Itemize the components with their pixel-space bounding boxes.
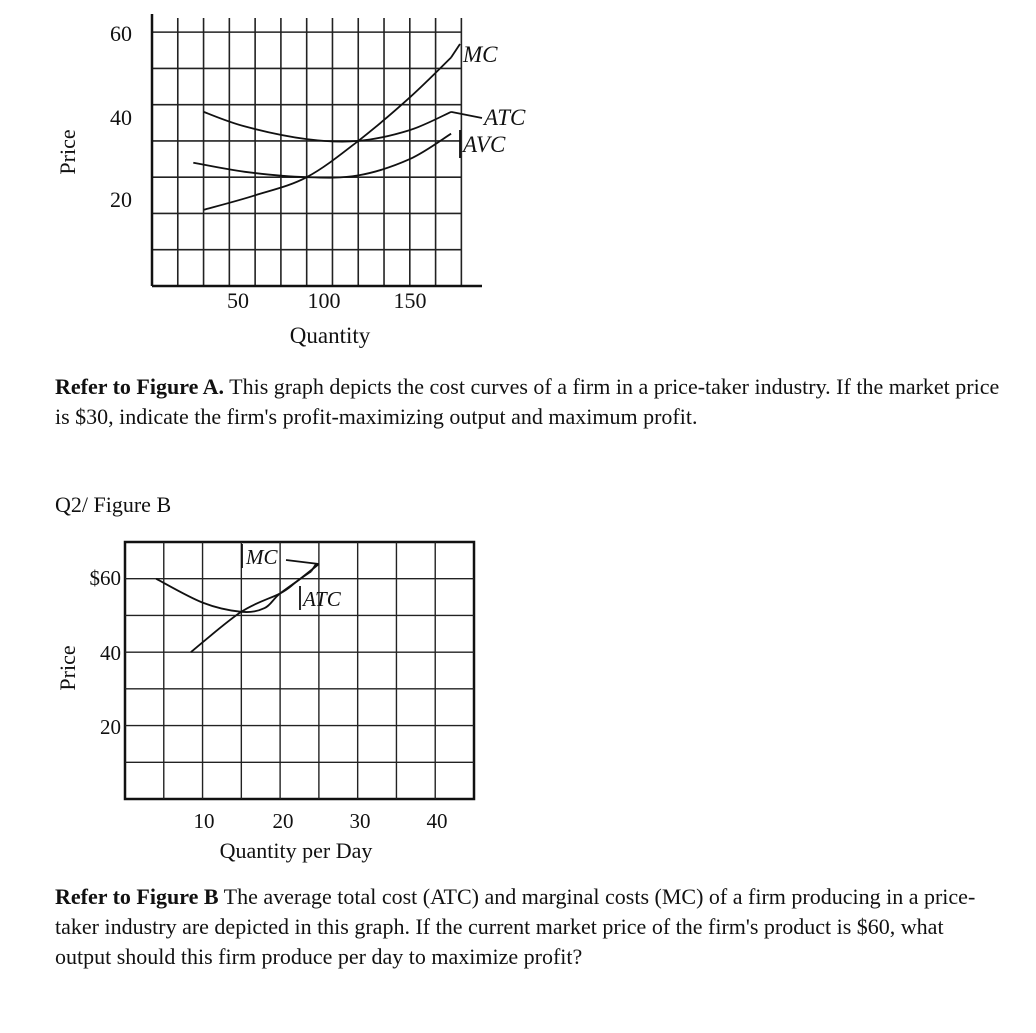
- figure-a-xlabel: Quantity: [289, 323, 371, 348]
- figure-a-mc-label: MC: [463, 42, 498, 67]
- figure-a-avc-label: AVC: [463, 132, 506, 157]
- question-2-lead: Refer to Figure B: [55, 884, 219, 909]
- figure-b-xtick-30: 30: [349, 809, 371, 833]
- figure-b-mc-label: MC: [246, 545, 278, 569]
- figure-b-xtick-10: 10: [193, 809, 215, 833]
- figure-a-grid: [152, 18, 461, 286]
- figure-a-curve-mc: [204, 58, 452, 210]
- figure-a-atc-label: ATC: [484, 105, 526, 130]
- figure-b-ytick-20: 20: [100, 715, 121, 739]
- figure-a-chart: [0, 0, 1036, 360]
- figure-b-atc-label: ATC: [303, 587, 341, 611]
- figure-b-curve-atc: [156, 571, 311, 612]
- figure-a-xtick-50: 50: [227, 288, 249, 313]
- figure-a-ytick-20: 20: [110, 187, 132, 212]
- figure-b-ylabel: Price: [55, 645, 80, 691]
- figure-a-xtick-100: 100: [307, 288, 341, 313]
- figure-a-curve-atc: [204, 112, 452, 142]
- question-1-text: [55, 372, 1005, 432]
- figure-a-xtick-150: 150: [393, 288, 427, 313]
- figure-b-ytick-60: $60: [89, 566, 121, 590]
- figure-b-xtick-40: 40: [426, 809, 448, 833]
- figure-a-ytick-60: 60: [110, 21, 132, 46]
- question-2-text: [55, 882, 1005, 972]
- figure-b-xlabel: Quantity per Day: [219, 838, 373, 863]
- figure-b-mc-leader: [286, 560, 319, 564]
- figure-b-chart: [0, 530, 1036, 870]
- question-2-body: The average total cost (ATC) and marginal costs (MC) of a firm producing in a price-taker industry are depicted in this graph. If the current market price of the firm's product is $60, what output should this firm produce per day to maximize profit?: [55, 884, 976, 969]
- question-1-lead: Refer to Figure A.: [55, 374, 225, 399]
- figure-b-curves: [156, 544, 319, 652]
- figure-a-atc-leader: [451, 112, 482, 118]
- figure-b-xtick-20: 20: [272, 809, 294, 833]
- figure-a-ylabel: Price: [55, 129, 80, 175]
- question-2-label: Q2/ Figure B: [55, 492, 172, 517]
- figure-a-mc-leader: [451, 44, 460, 58]
- question-1-body: This graph depicts the cost curves of a firm in a price-taker industry. If the market price is $30, indicate the firm's profit-maximizing output and maximum profit.: [55, 374, 1000, 429]
- figure-b-ytick-40: 40: [100, 641, 121, 665]
- figure-a-ytick-40: 40: [110, 105, 132, 130]
